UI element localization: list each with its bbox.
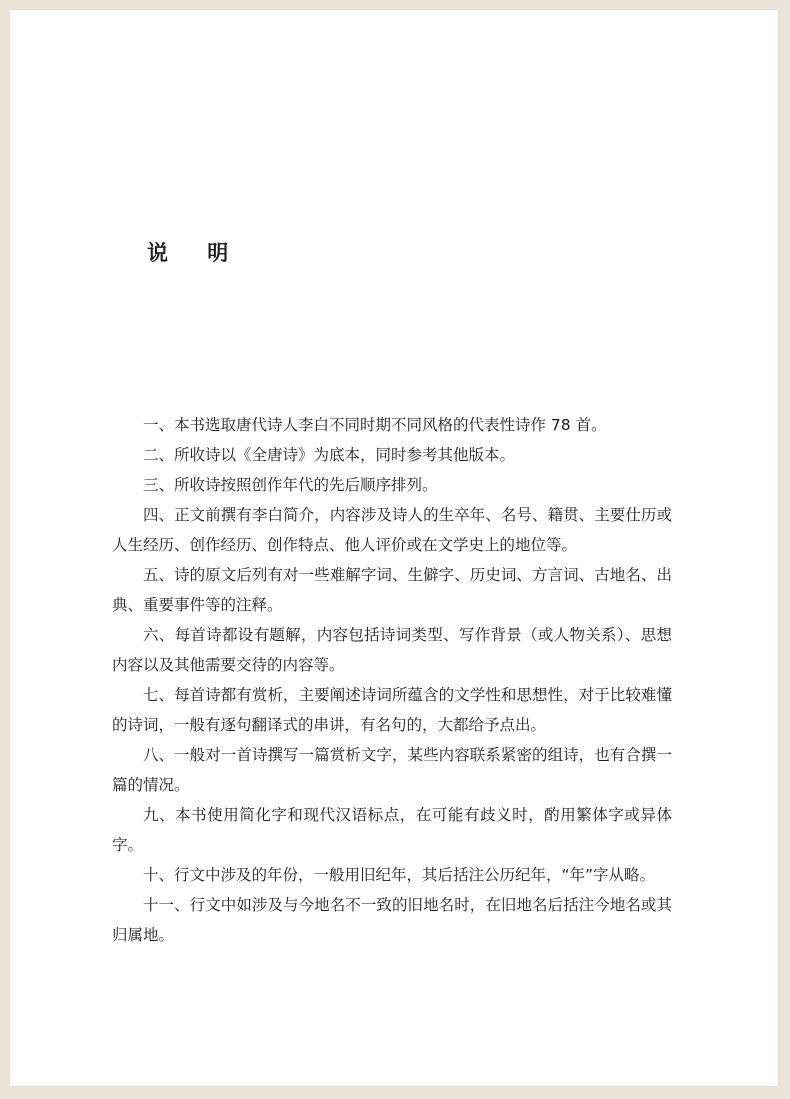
note-paragraph-4: 四、正文前撰有李白简介，内容涉及诗人的生卒年、名号、籍贯、主要仕历或人生经历、创作经历、创作特点、他人评价或在文学史上的地位等。 <box>112 506 672 554</box>
note-paragraph-1: 一、本书选取唐代诗人李白不同时期不同风格的代表性诗作 78 首。 <box>143 416 607 434</box>
note-paragraph-8: 八、一般对一首诗撰写一篇赏析文字，某些内容联系紧密的组诗，也有合撰一篇的情况。 <box>112 746 672 794</box>
note-paragraph-9: 九、本书使用简化字和现代汉语标点，在可能有歧义时，酌用繁体字或异体字。 <box>112 806 672 854</box>
note-paragraph-6: 六、每首诗都设有题解，内容包括诗词类型、写作背景（或人物关系）、思想内容以及其他需要交待的内容等。 <box>112 626 672 674</box>
note-paragraph-2: 二、所收诗以《全唐诗》为底本，同时参考其他版本。 <box>143 446 516 464</box>
note-paragraph-10: 十、行文中涉及的年份，一般用旧纪年，其后括注公历纪年，“年”字从略。 <box>143 866 656 884</box>
document-page <box>10 10 778 1086</box>
note-paragraph-11: 十一、行文中如涉及与今地名不一致的旧地名时，在旧地名后括注今地名或其归属地。 <box>112 896 672 944</box>
note-paragraph-5: 五、诗的原文后列有对一些难解字词、生僻字、历史词、方言词、古地名、出典、重要事件等的注释。 <box>112 566 672 614</box>
notes-body <box>112 410 672 950</box>
note-paragraph-3: 三、所收诗按照创作年代的先后顺序排列。 <box>143 476 438 494</box>
page-title: 说 明 <box>147 240 245 265</box>
note-paragraph-7: 七、每首诗都有赏析，主要阐述诗词所蕴含的文学性和思想性，对于比较难懂的诗词，一般有逐句翻译式的串讲，有名句的，大都给予点出。 <box>112 686 672 734</box>
